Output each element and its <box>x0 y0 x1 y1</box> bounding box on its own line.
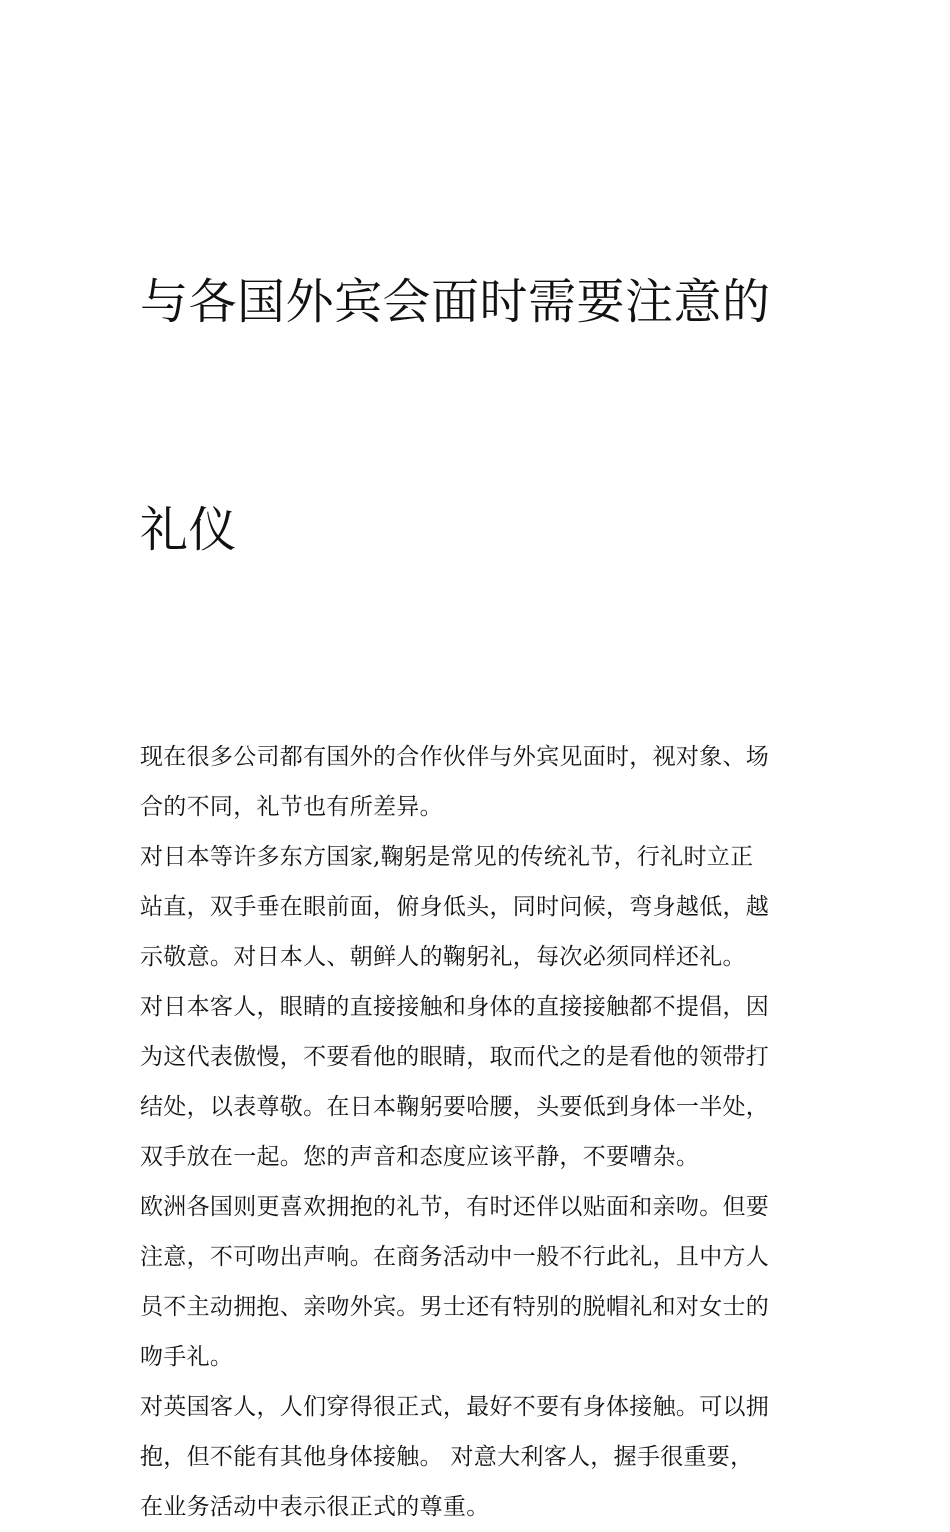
document-content <box>140 112 812 1532</box>
body-text <box>140 732 812 1532</box>
text-line: 抱，但不能有其他身体接触。 对意大利客人，握手很重要， <box>140 1444 754 1470</box>
title-line: 礼仪 <box>140 502 238 558</box>
page-title <box>140 112 812 720</box>
paragraph-uk-italy <box>140 1382 812 1532</box>
text-line: 注意，不可吻出声响。在商务活动中一般不行此礼，且中方人 <box>140 1244 770 1270</box>
text-line: 双手放在一起。您的声音和态度应该平静，不要嘈杂。 <box>140 1144 700 1170</box>
paragraph-east-asia-bow <box>140 832 812 982</box>
text-line: 现在很多公司都有国外的合作伙伴与外宾见面时，视对象、场 <box>140 744 770 770</box>
text-line: 结处，以表尊敬。在日本鞠躬要哈腰，头要低到身体一半处， <box>140 1094 770 1120</box>
text-line: 为这代表傲慢，不要看他的眼睛，取而代之的是看他的领带打 <box>140 1044 770 1070</box>
text-line: 站直，双手垂在眼前面，俯身低头，同时问候，弯身越低，越 <box>140 894 770 920</box>
text-line: 对日本客人，眼睛的直接接触和身体的直接接触都不提倡，因 <box>140 994 770 1020</box>
title-line: 与各国外宾会面时需要注意的 <box>140 274 771 330</box>
text-line: 在业务活动中表示很正式的尊重。 <box>140 1494 490 1520</box>
paragraph-intro <box>140 732 812 832</box>
text-line: 对英国客人，人们穿得很正式，最好不要有身体接触。可以拥 <box>140 1394 770 1420</box>
text-line: 示敬意。对日本人、朝鲜人的鞠躬礼，每次必须同样还礼。 <box>140 944 746 970</box>
text-line: 对日本等许多东方国家,鞠躬是常见的传统礼节，行礼时立正 <box>140 844 754 870</box>
paragraph-europe <box>140 1182 812 1382</box>
text-line: 合的不同，礼节也有所差异。 <box>140 794 443 820</box>
text-line: 员不主动拥抱、亲吻外宾。男士还有特别的脱帽礼和对女士的 <box>140 1294 770 1320</box>
text-line: 欧洲各国则更喜欢拥抱的礼节，有时还伴以贴面和亲吻。但要 <box>140 1194 770 1220</box>
paragraph-japan-guests <box>140 982 812 1182</box>
text-line: 吻手礼。 <box>140 1344 234 1370</box>
